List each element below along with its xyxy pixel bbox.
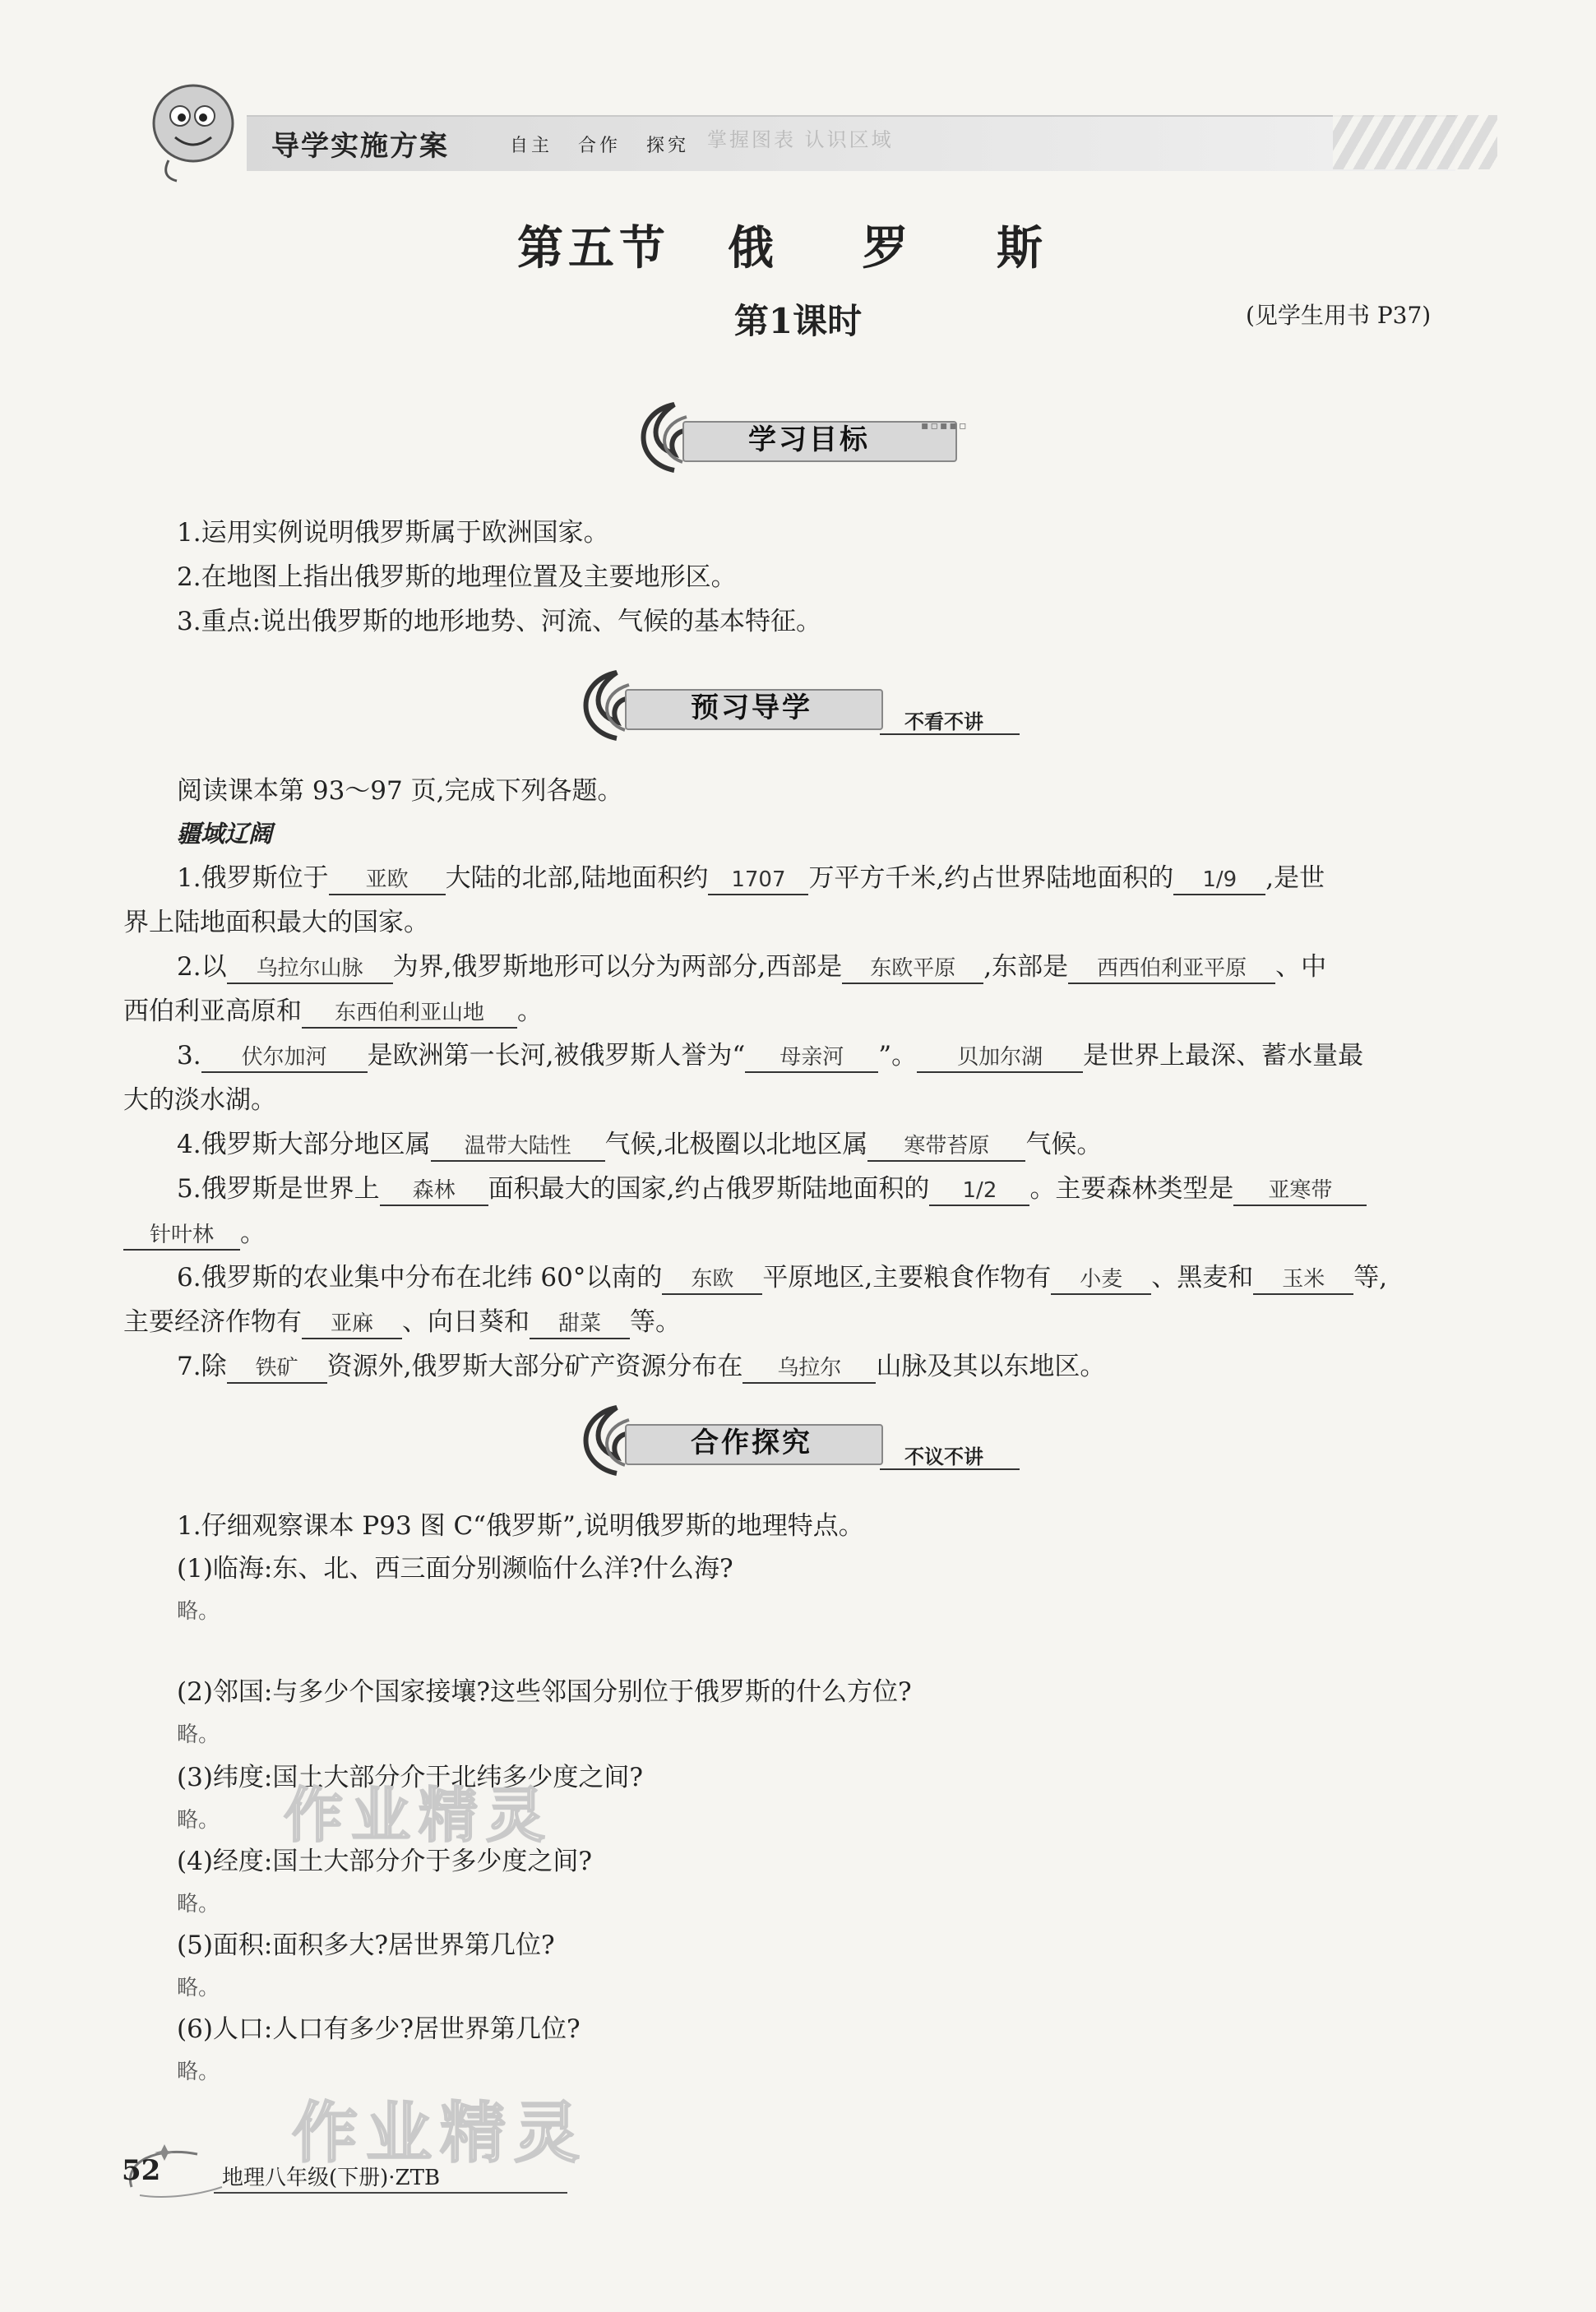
banner-goals	[625, 396, 970, 462]
coop-item-3-q: (3)纬度:国土大部分介于北纬多少度之间?	[177, 1763, 643, 1792]
q4-blank-1: 温带大陆性	[431, 1132, 605, 1162]
q1-text-d: 万平方千米,约占世界陆地面积的	[808, 863, 1174, 893]
q3-text-c: 是欧洲第一长河,被俄罗斯人誉为“	[367, 1041, 746, 1070]
q2-blank-1: 乌拉尔山脉	[227, 955, 393, 984]
q2-blank-2: 东欧平原	[842, 955, 983, 984]
q3-blank-1: 伏尔加河	[201, 1043, 368, 1073]
q3-text-a: 3.	[177, 1041, 201, 1070]
watermark-1: 作业精灵	[284, 1781, 554, 1850]
q6-text-a: 6.俄罗斯的农业集中分布在北纬 60°以南的	[177, 1263, 663, 1292]
q7-text-d: 山脉及其以东地区。	[876, 1352, 1106, 1381]
banner-preview-label: 预习导学	[691, 691, 812, 724]
preview-q5-cont	[123, 1217, 266, 1251]
lesson-title: 第1课时	[733, 301, 863, 341]
preview-q7	[177, 1350, 1105, 1384]
coop-item-2-a: 略。	[177, 1722, 220, 1747]
q6-text-h: 等。	[630, 1307, 681, 1337]
coop-item-3-a: 略。	[177, 1808, 220, 1833]
preview-heading: 疆域辽阔	[177, 820, 273, 848]
banner-preview-tag: 不看不讲	[904, 710, 983, 733]
q3-text-e: 是世界上最深、蓄水量最	[1083, 1041, 1364, 1070]
q5-text-a: 5.俄罗斯是世界上	[177, 1174, 380, 1204]
banner-preview-underline	[880, 733, 1020, 735]
preview-q1	[177, 862, 1325, 895]
section-title	[0, 212, 1596, 278]
q6-text-e: 等,	[1353, 1263, 1388, 1292]
preview-q1-cont: 界上陆地面积最大的国家。	[123, 908, 429, 937]
coop-question: 1.仔细观察课本 P93 图 C“俄罗斯”,说明俄罗斯的地理特点。	[177, 1511, 864, 1541]
header-sub-1: 自主	[510, 136, 553, 156]
q4-text-a: 4.俄罗斯大部分地区属	[177, 1130, 431, 1159]
q5-blank-3: 亚寒带	[1233, 1177, 1367, 1206]
preview-q2-cont	[123, 995, 543, 1029]
mascot-icon	[144, 78, 243, 185]
header-stripes	[1333, 115, 1497, 169]
q1-blank-1: 亚欧	[329, 866, 446, 895]
preview-q5	[177, 1172, 1367, 1206]
q6-blank-2: 小麦	[1051, 1265, 1151, 1295]
q2-blank-3: 西西伯利亚平原	[1068, 955, 1275, 984]
q6-blank-1: 东欧	[662, 1265, 762, 1295]
q4-text-d: 气候。	[1025, 1130, 1103, 1159]
preview-q6	[177, 1261, 1387, 1295]
watermark-2: 作业精灵	[292, 2095, 588, 2171]
q3-blank-2: 母亲河	[745, 1043, 878, 1073]
q6-text-f: 主要经济作物有	[123, 1307, 302, 1337]
q2-text-c: 为界,俄罗斯地形可以分为两部分,西部是	[392, 952, 843, 982]
goal-1: 1.运用实例说明俄罗斯属于欧洲国家。	[177, 518, 609, 548]
goal-3: 3.重点:说出俄罗斯的地形地势、河流、气候的基本特征。	[177, 607, 822, 636]
q4-text-c: 气候,北极圈以北地区属	[604, 1130, 868, 1159]
coop-item-2-q: (2)邻国:与多少个国家接壤?这些邻国分别位于俄罗斯的什么方位?	[177, 1677, 912, 1707]
q5-text-d: 。主要森林类型是	[1029, 1174, 1234, 1204]
coop-item-6-q: (6)人口:人口有多少?居世界第几位?	[177, 2014, 581, 2044]
q4-blank-2: 寒带苔原	[867, 1132, 1025, 1162]
q5-text-c: 面积最大的国家,约占俄罗斯陆地面积的	[488, 1174, 930, 1204]
preview-intro: 阅读课本第 93～97 页,完成下列各题。	[177, 776, 623, 806]
q5-text-e: 。	[240, 1218, 266, 1248]
page-number: 52	[122, 2154, 161, 2187]
q6-text-c: 平原地区,主要粮食作物有	[762, 1263, 1052, 1292]
reference-note: (见学生用书 P37)	[1246, 302, 1432, 329]
coop-item-6-a: 略。	[177, 2060, 220, 2084]
preview-q3-cont: 大的淡水湖。	[123, 1085, 276, 1115]
banner-coop-label: 合作探究	[691, 1427, 812, 1459]
q5-blank-4: 针叶林	[123, 1221, 240, 1251]
q2-text-a: 2.以	[177, 952, 227, 982]
q7-blank-1: 铁矿	[227, 1354, 327, 1384]
footer-text: 地理八年级(下册)·ZTB	[222, 2166, 441, 2190]
q7-blank-2: 乌拉尔	[742, 1354, 876, 1384]
q7-text-c: 资源外,俄罗斯大部分矿产资源分布在	[326, 1352, 743, 1381]
header-sub-2: 合作	[578, 136, 622, 156]
q1-text-e: ,是世	[1265, 863, 1325, 893]
header-subtitle	[510, 132, 705, 157]
coop-item-1-a: 略。	[177, 1599, 220, 1624]
q2-text-d: ,东部是	[983, 952, 1069, 982]
q2-text-f: 西伯利亚高原和	[123, 996, 302, 1026]
q1-text-a: 1.俄罗斯位于	[177, 863, 329, 893]
header-title: 导学实施方案	[271, 130, 449, 163]
banner-coop-tag: 不议不讲	[904, 1445, 983, 1468]
q2-blank-4: 东西伯利亚山地	[302, 999, 517, 1029]
banner-goals-dots: ▪▫▪▪▫	[921, 419, 969, 432]
preview-q4	[177, 1128, 1102, 1162]
banner-coop-underline	[880, 1468, 1020, 1470]
q6-blank-3: 玉米	[1253, 1265, 1353, 1295]
banner-coop	[567, 1399, 1028, 1468]
footer-line	[214, 2192, 567, 2194]
q6-text-g: 、向日葵和	[402, 1307, 530, 1337]
header-sub-3: 探究	[646, 136, 690, 156]
q5-blank-2: 1/2	[929, 1177, 1029, 1206]
banner-preview	[567, 664, 1028, 733]
coop-item-1-q: (1)临海:东、北、西三面分别濒临什么洋?什么海?	[177, 1554, 733, 1584]
q2-text-e: 、中	[1275, 952, 1327, 982]
coop-item-5-a: 略。	[177, 1976, 220, 2000]
preview-q6-cont	[123, 1306, 681, 1339]
q6-text-d: 、黑麦和	[1151, 1263, 1254, 1292]
header-faded-text: 掌握图表 认识区域	[707, 128, 894, 151]
q7-text-a: 7.除	[177, 1352, 227, 1381]
q1-blank-3: 1/9	[1173, 866, 1265, 895]
preview-q3	[177, 1039, 1363, 1073]
q3-blank-3: 贝加尔湖	[917, 1043, 1083, 1073]
section-number: 第五节	[517, 221, 670, 275]
q3-text-d: ”。	[878, 1041, 918, 1070]
q5-blank-1: 森林	[380, 1177, 488, 1206]
q6-blank-4: 亚麻	[302, 1310, 402, 1339]
goal-2: 2.在地图上指出俄罗斯的地理位置及主要地形区。	[177, 562, 737, 592]
q1-text-c: 大陆的北部,陆地面积约	[445, 863, 709, 893]
coop-item-4-q: (4)经度:国土大部分介于多少度之间?	[177, 1847, 592, 1876]
q1-blank-2: 1707	[708, 866, 808, 895]
coop-item-5-q: (5)面积:面积多大?居世界第几位?	[177, 1931, 555, 1960]
q2-text-g: 。	[517, 996, 543, 1026]
section-name: 俄 罗 斯	[728, 221, 1079, 275]
coop-item-4-a: 略。	[177, 1892, 220, 1917]
banner-goals-label: 学习目标	[748, 423, 870, 456]
preview-q2	[177, 950, 1326, 984]
q6-blank-5: 甜菜	[530, 1310, 630, 1339]
